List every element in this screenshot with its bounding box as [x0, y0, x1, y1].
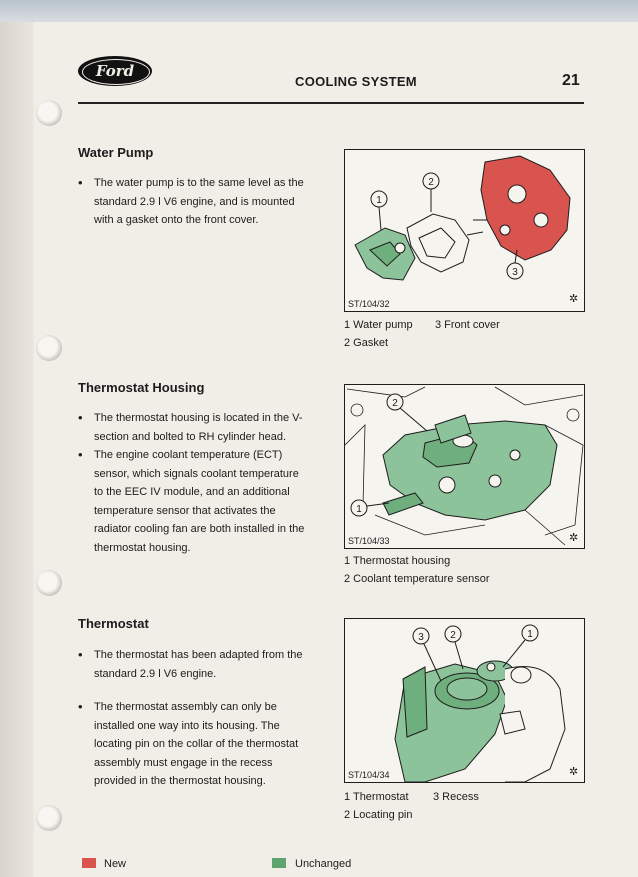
page-title: COOLING SYSTEM — [295, 74, 417, 89]
water-pump-illustration — [345, 150, 584, 311]
binder-margin — [0, 22, 34, 877]
page-number: 21 — [562, 72, 580, 89]
callout-3: 3 — [418, 632, 424, 643]
ford-oval-mark-icon: ✲ — [569, 532, 579, 544]
figure-thermostat — [344, 618, 585, 783]
callout-1: 1 — [527, 629, 533, 640]
thermostat-housing-bullets — [78, 409, 310, 557]
binder-hole — [36, 335, 62, 361]
figure-caption — [344, 552, 490, 588]
thermostat-illustration — [345, 619, 584, 782]
bullet-item: • The thermostat housing is located in the V-section and bolted to RH cylinder head. — [78, 409, 310, 446]
caption-item: 3 Front cover — [435, 319, 500, 331]
section-heading-water-pump: Water Pump — [78, 145, 154, 160]
legend-label-new: New — [104, 858, 127, 870]
binder-hole — [36, 805, 62, 831]
ford-oval-mark-icon: ✲ — [569, 766, 579, 778]
callout-3: 3 — [512, 267, 518, 278]
thermostat-housing-illustration — [345, 385, 584, 548]
caption-item: 3 Recess — [433, 791, 479, 803]
caption-item: 2 Coolant temperature sensor — [344, 573, 490, 585]
caption-item: 1 Thermostat housing — [344, 555, 451, 567]
figure-caption — [344, 316, 500, 352]
caption-item: 1 Water pump — [344, 319, 413, 331]
binder-hole — [36, 100, 62, 126]
logo-text: Ford — [95, 62, 135, 80]
legend-label-unchanged: Unchanged — [295, 858, 352, 870]
caption-item: 2 Gasket — [344, 337, 389, 349]
bullet-item: • The engine coolant temperature (ECT) sensor, which signals coolant temperature to the EEC IV module, and an additional temperature sensor that activates the radiator cooling fan are both installed in the thermostat housing. — [78, 446, 310, 557]
callout-2: 2 — [428, 177, 434, 188]
figure-thermostat-housing — [344, 384, 585, 549]
callout-1: 1 — [376, 195, 382, 206]
caption-item: 1 Thermostat — [344, 791, 409, 803]
figure-caption — [344, 788, 479, 824]
callout-2: 2 — [450, 630, 456, 641]
callout-2: 2 — [392, 398, 398, 409]
section-heading-thermostat: Thermostat — [78, 616, 149, 631]
thermostat-bullets — [78, 646, 310, 791]
figure-code: ST/104/34 — [348, 770, 390, 780]
binder-hole — [36, 570, 62, 596]
water-pump-bullets — [78, 174, 310, 230]
header-rule — [78, 102, 584, 104]
ford-oval-mark-icon: ✲ — [569, 293, 579, 305]
figure-code: ST/104/32 — [348, 299, 390, 309]
ford-logo — [78, 56, 152, 86]
bullet-item: • The thermostat has been adapted from the standard 2.9 l V6 engine. — [78, 646, 310, 683]
caption-item: 2 Locating pin — [344, 809, 413, 821]
figure-code: ST/104/33 — [348, 536, 390, 546]
section-heading-thermostat-housing: Thermostat Housing — [78, 380, 205, 395]
legend-swatch-new — [82, 858, 96, 868]
figure-water-pump — [344, 149, 585, 312]
callout-1: 1 — [356, 504, 362, 515]
scan-edge — [0, 0, 638, 22]
bullet-item: • The water pump is to the same level as the standard 2.9 l V6 engine, and is mounted with a gasket onto the front cover. — [78, 174, 310, 230]
bullet-item: • The thermostat assembly can only be installed one way into its housing. The locating pin on the collar of the thermostat assembly must engage in the recess provided in the thermostat housing. — [78, 698, 310, 791]
legend-swatch-unchanged — [272, 858, 286, 868]
